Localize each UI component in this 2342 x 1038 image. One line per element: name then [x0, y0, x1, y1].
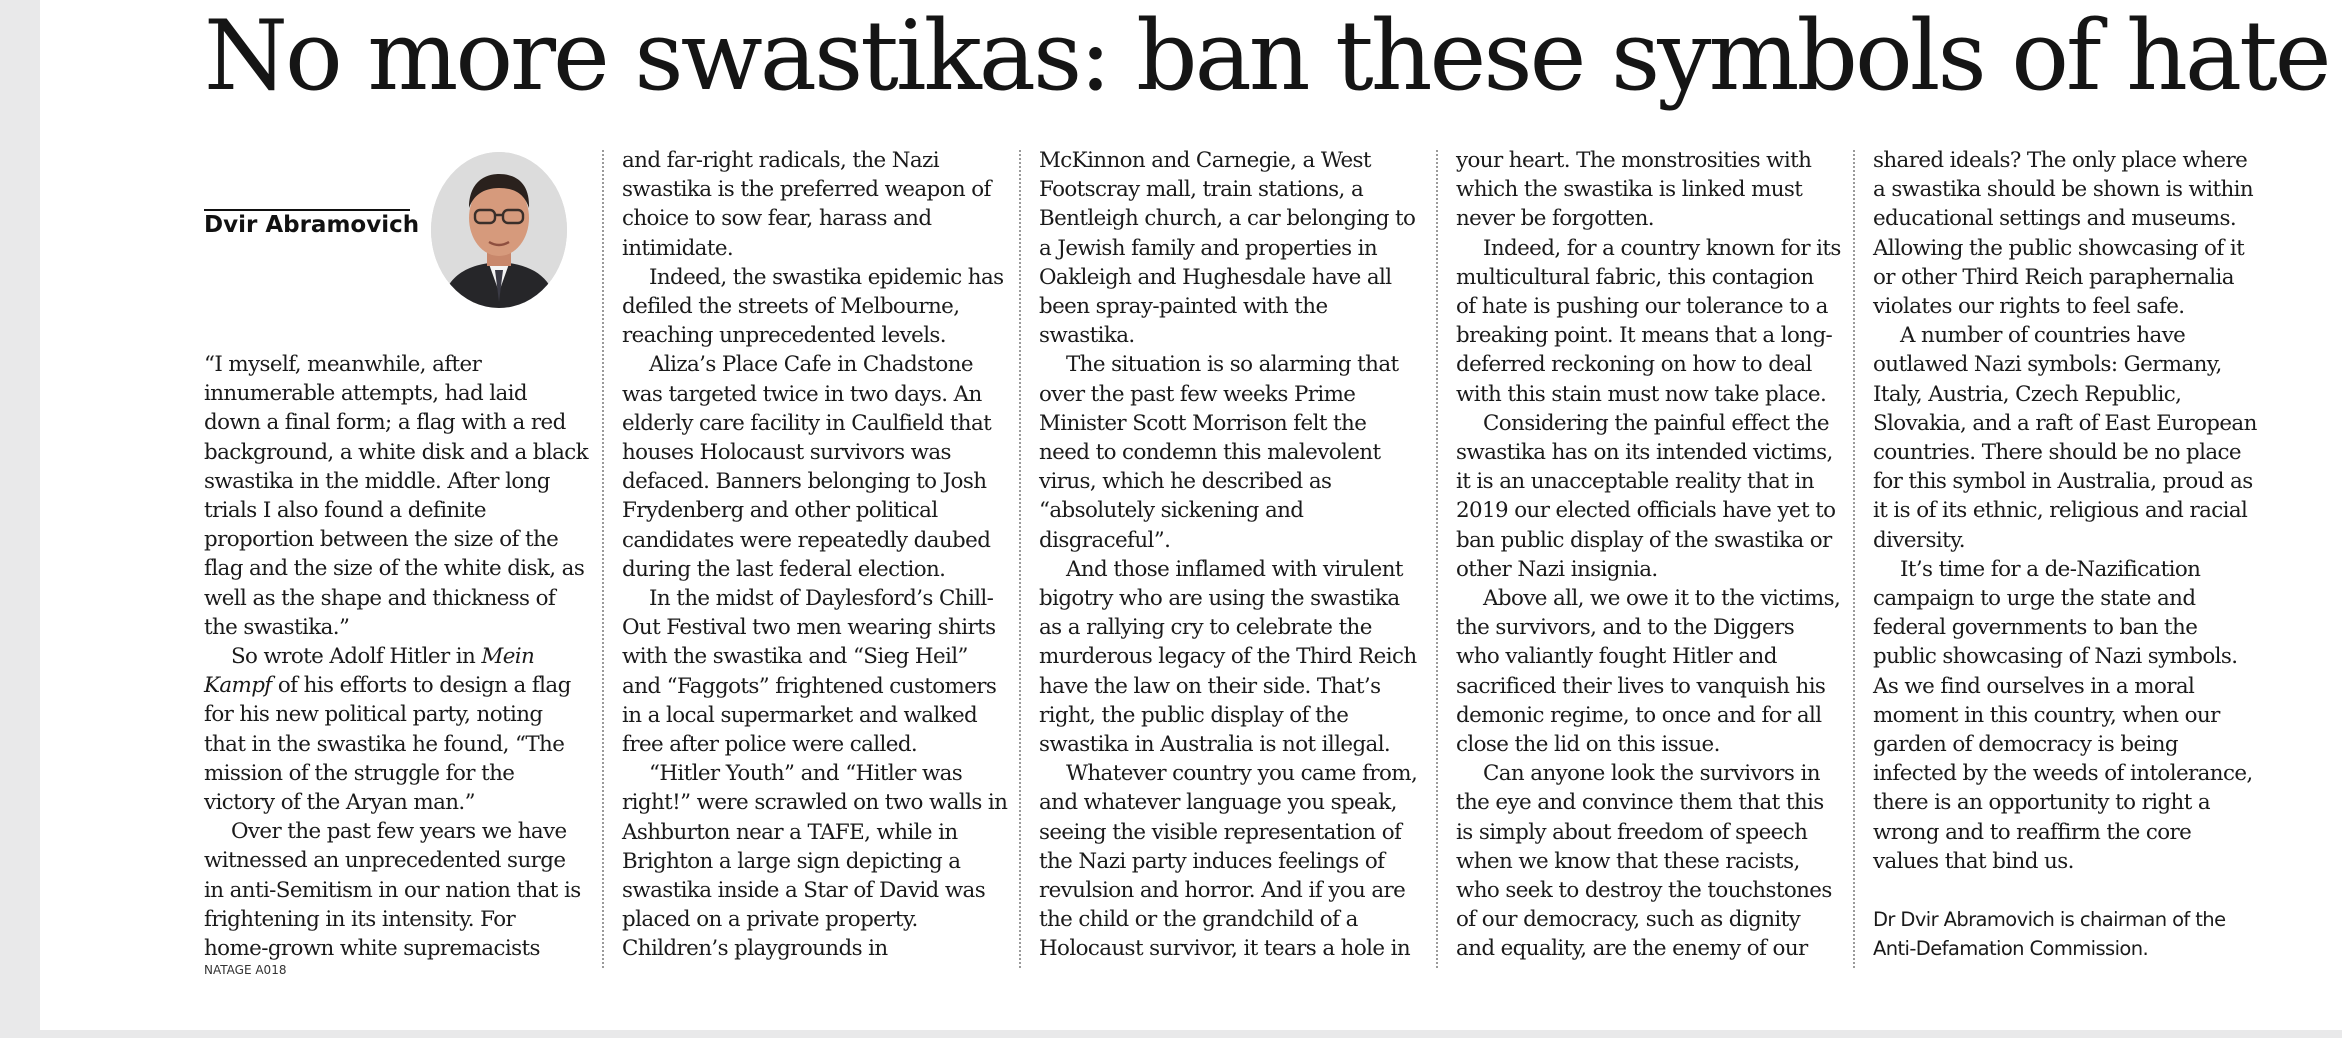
text-line: In the midst of Daylesford’s Chill- [649, 586, 994, 612]
text-line: with this stain must now take place. [1456, 381, 1827, 407]
paragraph [1039, 146, 1441, 350]
text-line: in a local supermarket and walked [622, 702, 978, 728]
text-line: swastika has on its intended victims, [1456, 440, 1833, 466]
text-line: frightening in its intensity. For [204, 906, 516, 932]
text-line: Footscray mall, train stations, a [1039, 177, 1364, 203]
book-title: Mein [481, 644, 535, 670]
paragraph [1456, 146, 1858, 234]
text-line: values that bind us. [1873, 848, 2074, 874]
column-divider [1436, 150, 1438, 968]
text-line: background, a white disk and a black [204, 439, 589, 465]
text-line: Out Festival two men wearing shirts [622, 615, 996, 641]
text-line: campaign to urge the state and [1873, 586, 2196, 612]
text-line: defiled the streets of Melbourne, [622, 294, 960, 320]
text-line: close the lid on this issue. [1456, 732, 1720, 758]
text-line: trials I also found a definite [204, 498, 486, 524]
newspaper-page [40, 0, 2342, 1030]
article-column-5 [1873, 146, 2275, 876]
text-line: As we find ourselves in a moral [1873, 673, 2195, 699]
text-line: moment in this country, when our [1873, 702, 2220, 728]
text-line: candidates were repeatedly daubed [622, 527, 991, 553]
text-line: Oakleigh and Hughesdale have all [1039, 264, 1392, 290]
text-line: swastika in Australia is not illegal. [1039, 732, 1391, 758]
text-line: garden of democracy is being [1873, 732, 2179, 758]
text-line: shared ideals? The only place where [1873, 148, 2248, 173]
text-line: the swastika.” [204, 614, 350, 640]
text-line: your heart. The monstrosities with [1456, 148, 1812, 173]
article-column-3 [1039, 146, 1441, 964]
text-line: houses Holocaust survivors was [622, 440, 951, 466]
text-line: for this symbol in Australia, proud as [1873, 469, 2253, 495]
text-run: of his efforts to design a flag [271, 673, 571, 699]
paragraph [1456, 409, 1858, 584]
text-line: or other Third Reich paraphernalia [1873, 264, 2234, 290]
text-line: proportion between the size of the [204, 527, 559, 553]
paragraph [622, 263, 1024, 351]
text-line: Holocaust survivor, it tears a hole in [1039, 936, 1411, 962]
paragraph [1456, 234, 1858, 409]
text-line: wrong and to reaffirm the core [1873, 819, 2192, 845]
article-column-1 [204, 350, 606, 963]
text-line: Above all, we owe it to the victims, [1483, 586, 1841, 612]
text-line: been spray-painted with the [1039, 294, 1328, 320]
book-title: Kampf [204, 673, 272, 699]
text-line: with the swastika and “Sieg Heil” [622, 644, 968, 670]
page-code: NATAGE A018 [204, 963, 287, 977]
text-line: witnessed an unprecedented surge [204, 848, 566, 874]
author-photo [431, 152, 567, 308]
text-line: swastika inside a Star of David was [622, 878, 986, 904]
paragraph-quote [204, 350, 606, 642]
text-line: Slovakia, and a raft of East European [1873, 410, 2257, 436]
text-line: the Nazi party induces feelings of [1039, 848, 1385, 874]
text-line: multicultural fabric, this contagion [1456, 264, 1814, 290]
text-line: Whatever country you came from, [1066, 761, 1418, 787]
text-line: sacrificed their lives to vanquish his [1456, 673, 1826, 699]
text-line: right, the public display of the [1039, 702, 1349, 728]
column-divider [1853, 150, 1855, 968]
text-line: right!” were scrawled on two walls in [622, 790, 1008, 816]
text-line: in anti-Semitism in our nation that is [204, 877, 581, 903]
paragraph [1873, 146, 2275, 321]
text-line: countries. There should be no place [1873, 440, 2241, 466]
text-line: murderous legacy of the Third Reich [1039, 644, 1417, 670]
text-line: that in the swastika he found, “The [204, 731, 565, 757]
text-line: Children’s playgrounds in [622, 936, 888, 962]
text-line: and equality, are the enemy of our [1456, 936, 1808, 962]
text-line: Indeed, the swastika epidemic has [649, 264, 1004, 290]
text-line: “Hitler Youth” and “Hitler was [649, 761, 963, 787]
text-line: A number of countries have [1900, 323, 2186, 349]
paragraph [1039, 555, 1441, 759]
column-divider [602, 150, 604, 968]
text-line: innumerable attempts, had laid [204, 381, 527, 407]
text-line: “I myself, meanwhile, after [204, 352, 482, 377]
text-line: the survivors, and to the Diggers [1456, 615, 1795, 641]
text-line: who seek to destroy the touchstones [1456, 878, 1832, 904]
paragraph [1039, 759, 1441, 963]
text-line: never be forgotten. [1456, 206, 1654, 232]
text-line: It’s time for a de-Nazification [1900, 556, 2201, 582]
text-line: Indeed, for a country known for its [1483, 235, 1841, 261]
text-line: Aliza’s Place Cafe in Chadstone [649, 352, 973, 378]
text-line: “absolutely sickening and [1039, 498, 1304, 524]
text-line: which the swastika is linked must [1456, 177, 1803, 203]
text-line: 2019 our elected officials have yet to [1456, 498, 1836, 524]
text-line: Dr Dvir Abramovich is chairman of the [1873, 908, 2226, 931]
paragraph [622, 584, 1024, 759]
text-line: Anti-Defamation Commission. [1873, 937, 2149, 960]
text-line: breaking point. It means that a long- [1456, 323, 1833, 349]
text-line: Brighton a large sign depicting a [622, 848, 961, 874]
paragraph [622, 759, 1024, 963]
text-line: the eye and convince them that this [1456, 790, 1824, 816]
article-column-4 [1456, 146, 1858, 964]
text-line: public showcasing of Nazi symbols. [1873, 644, 2238, 670]
paragraph [1873, 321, 2275, 555]
paragraph [204, 817, 606, 963]
headline: No more swastikas: ban these symbols of hate [204, 0, 2329, 112]
text-line: of our democracy, such as dignity [1456, 907, 1801, 933]
text-line: federal governments to ban the [1873, 615, 2198, 641]
text-line: revulsion and horror. And if you are [1039, 878, 1406, 904]
text-line: swastika in the middle. After long [204, 468, 550, 494]
text-run: So wrote Adolf Hitler in [231, 644, 482, 670]
text-line: virus, which he described as [1039, 469, 1332, 495]
text-line: down a final form; a flag with a red [204, 410, 566, 436]
text-line: infected by the weeds of intolerance, [1873, 761, 2253, 787]
text-line: educational settings and museums. [1873, 206, 2237, 232]
text-line: victory of the Aryan man.” [204, 790, 475, 816]
text-line: disgraceful”. [1039, 527, 1171, 553]
text-line: placed on a private property. [622, 907, 918, 933]
text-line: for his new political party, noting [204, 702, 543, 728]
text-line: Considering the painful effect the [1483, 410, 1829, 436]
text-line [204, 671, 606, 700]
text-line: McKinnon and Carnegie, a West [1039, 148, 1371, 173]
text-line: deferred reckoning on how to deal [1456, 352, 1812, 378]
text-line: ban public display of the swastika or [1456, 527, 1832, 553]
text-line: free after police were called. [622, 732, 918, 758]
text-line: a Jewish family and properties in [1039, 235, 1378, 261]
text-line: And those inflamed with virulent [1066, 556, 1403, 582]
text-line: is simply about freedom of speech [1456, 819, 1808, 845]
text-line: it is of its ethnic, religious and racial [1873, 498, 2248, 524]
text-line: Allowing the public showcasing of it [1873, 235, 2245, 261]
author-byline: Dvir Abramovich [204, 212, 420, 238]
paragraph [1456, 584, 1858, 759]
text-line: and “Faggots” frightened customers [622, 673, 997, 699]
text-line: the child or the grandchild of a [1039, 907, 1358, 933]
text-line [204, 642, 606, 671]
text-line: need to condemn this malevolent [1039, 440, 1381, 466]
text-line: who valiantly fought Hitler and [1456, 644, 1777, 670]
text-line: bigotry who are using the swastika [1039, 586, 1400, 612]
text-line: violates our rights to feel safe. [1873, 294, 2185, 320]
text-line: demonic regime, to once and for all [1456, 702, 1822, 728]
column-divider [1019, 150, 1021, 968]
text-line: Frydenberg and other political [622, 498, 938, 524]
text-line: mission of the struggle for the [204, 760, 515, 786]
text-line: Over the past few years we have [231, 819, 567, 845]
text-line: outlawed Nazi symbols: Germany, [1873, 352, 2222, 378]
text-line: Italy, Austria, Czech Republic, [1873, 381, 2182, 407]
text-line: Minister Scott Morrison felt the [1039, 410, 1367, 436]
text-line: swastika is the preferred weapon of [622, 177, 991, 203]
text-line: seeing the visible representation of [1039, 819, 1402, 845]
author-portrait-image [431, 152, 567, 308]
text-line: The situation is so alarming that [1066, 352, 1399, 378]
text-line: other Nazi insignia. [1456, 556, 1658, 582]
text-line: Bentleigh church, a car belonging to [1039, 206, 1416, 232]
text-line: was targeted twice in two days. An [622, 381, 982, 407]
text-line: home-grown white supremacists [204, 936, 540, 962]
text-line: when we know that these racists, [1456, 848, 1800, 874]
article-column-2 [622, 146, 1024, 964]
text-line: a swastika should be shown is within [1873, 177, 2254, 203]
text-line: swastika. [1039, 323, 1135, 349]
text-line: and far-right radicals, the Nazi [622, 148, 939, 173]
text-line: defaced. Banners belonging to Josh [622, 469, 987, 495]
text-line: Ashburton near a TAFE, while in [622, 819, 958, 845]
text-line: elderly care facility in Caulfield that [622, 410, 992, 436]
text-line: have the law on their side. That’s [1039, 673, 1381, 699]
text-line: diversity. [1873, 527, 1965, 553]
paragraph [1873, 555, 2275, 876]
text-line: it is an unacceptable reality that in [1456, 469, 1814, 495]
text-line: during the last federal election. [622, 556, 946, 582]
paragraph [622, 350, 1024, 584]
author-bio [1873, 905, 2273, 963]
text-line: of hate is pushing our tolerance to a [1456, 294, 1828, 320]
paragraph [1039, 350, 1441, 554]
paragraph [1456, 759, 1858, 963]
text-line: flag and the size of the white disk, as [204, 556, 585, 582]
text-line: choice to sow fear, harass and [622, 206, 932, 232]
paragraph [204, 642, 606, 817]
text-line: reaching unprecedented levels. [622, 323, 947, 349]
text-line: well as the shape and thickness of [204, 585, 556, 611]
text-line: intimidate. [622, 235, 734, 261]
paragraph [622, 146, 1024, 263]
text-line: and whatever language you speak, [1039, 790, 1397, 816]
text-line: as a rallying cry to celebrate the [1039, 615, 1372, 641]
text-line: over the past few weeks Prime [1039, 381, 1356, 407]
text-line: Can anyone look the survivors in [1483, 761, 1820, 787]
text-line: there is an opportunity to right a [1873, 790, 2211, 816]
